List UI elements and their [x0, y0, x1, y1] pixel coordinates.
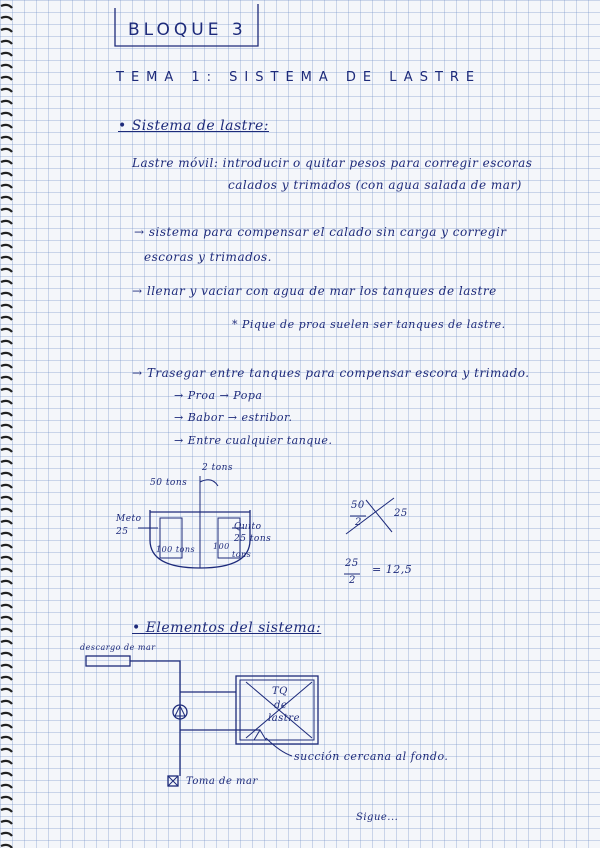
sea-intake-cross: [168, 776, 178, 786]
label-quito-25-tons: 25 tons: [234, 534, 272, 544]
bullet-transfer: → Trasegar entre tanques para compensar escora y trimado.: [132, 366, 530, 380]
label-meto-25: 25: [116, 527, 129, 537]
label-right-tank-1: 100: [213, 542, 230, 551]
continue-note: Sigue...: [356, 812, 399, 823]
label-tank-1: TQ: [272, 686, 288, 697]
label-right-tank-2: tons: [232, 550, 252, 559]
label-sea-intake: Toma de mar: [186, 776, 258, 787]
calc-denominator-2: 2: [349, 575, 356, 586]
label-suction: succión cercana al fondo.: [294, 750, 449, 763]
label-tank-2: de: [274, 700, 288, 711]
suction-valve-icon: [254, 730, 266, 740]
definition-line-1: Lastre móvil: introducir o quitar pesos para corregir escoras: [132, 156, 533, 170]
bullet-compensate-line-2: escoras y trimados.: [144, 250, 272, 264]
label-50-tons: 50 tons: [150, 478, 188, 488]
calc-numerator-1: 50: [351, 500, 365, 511]
label-quito: Quito: [234, 522, 262, 532]
label-overboard-discharge: descargo de mar: [80, 643, 156, 652]
section-heading-elements: • Elementos del sistema:: [132, 620, 322, 636]
bullet-compensate-line-1: → sistema para compensar el calado sin carga y corregir: [134, 225, 507, 239]
suction-pointer: [266, 738, 292, 756]
note-forepeak: * Pique de proa suelen ser tanques de lastre.: [232, 318, 506, 331]
topic-title: TEMA 1: SISTEMA DE LASTRE: [116, 70, 482, 85]
section-heading-lastre: • Sistema de lastre:: [118, 118, 269, 134]
label-tank-3: lastre: [268, 713, 301, 724]
calc-numerator-2: 25: [345, 558, 359, 569]
calc-result-1: 25: [394, 508, 408, 519]
calc-result-2: = 12,5: [372, 563, 413, 576]
overboard-discharge-pipe: [86, 656, 130, 666]
definition-line-2: calados y trimados (con agua salada de mar): [228, 178, 522, 192]
block-title: BLOQUE 3: [128, 20, 247, 40]
bullet-fill-empty: → llenar y vaciar con agua de mar los tanques de lastre: [132, 284, 497, 298]
label-top-weight: 2 tons: [202, 463, 234, 473]
discharge-line: [130, 661, 180, 776]
transfer-item-1: → Proa → Popa: [174, 389, 263, 402]
calc-denominator-1: 2: [355, 517, 362, 528]
transfer-item-2: → Babor → estribor.: [174, 411, 293, 424]
transfer-item-3: → Entre cualquier tanque.: [174, 434, 333, 447]
label-left-tank: 100 tons: [156, 545, 196, 554]
label-meto: Meto: [116, 514, 142, 524]
